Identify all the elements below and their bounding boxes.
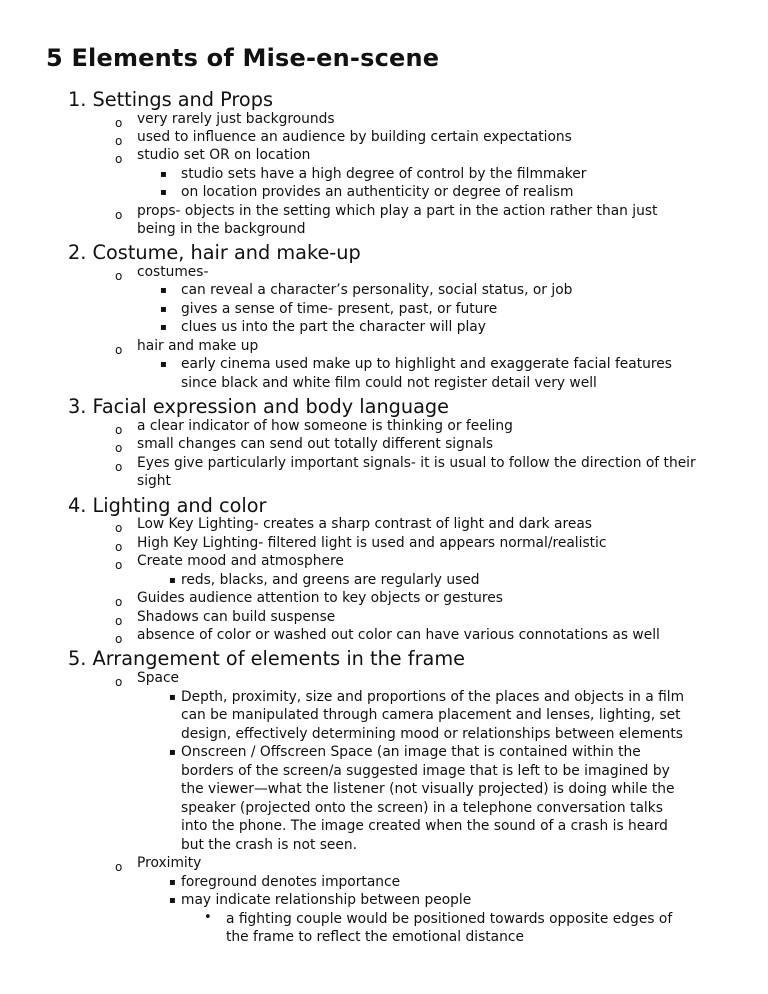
list-item-continuation: the viewer—what the listener (not visually projected) is doing while the [181, 781, 675, 797]
section-heading: 5. Arrangement of elements in the frame [68, 647, 465, 670]
circle-bullet-icon: o [115, 521, 123, 535]
list-item: early cinema used make up to highlight and exaggerate facial features [181, 356, 672, 372]
list-item-continuation: the frame to reflect the emotional distance [226, 929, 524, 945]
list-item-continuation: design, effectively determining mood or relationships between elements [181, 726, 683, 742]
circle-bullet-icon: o [115, 441, 123, 455]
square-bullet-icon: ▪ [160, 304, 167, 315]
circle-bullet-icon: o [115, 614, 123, 628]
list-item-continuation: into the phone. The image created when the sound of a crash is heard [181, 818, 668, 834]
circle-bullet-icon: o [115, 152, 123, 166]
list-item: very rarely just backgrounds [137, 111, 335, 127]
list-item-continuation: speaker (projected onto the screen) in a telephone conversation talks [181, 800, 663, 816]
circle-bullet-icon: o [115, 343, 123, 357]
list-item-continuation: can be manipulated through camera placement and lenses, lighting, set [181, 707, 681, 723]
list-item: Create mood and atmosphere [137, 553, 344, 569]
square-bullet-icon: ▪ [169, 575, 176, 586]
list-item: foreground denotes importance [181, 874, 401, 890]
circle-bullet-icon: o [115, 423, 123, 437]
list-item-continuation: sight [137, 473, 171, 489]
list-item: used to influence an audience by building certain expectations [137, 129, 572, 145]
page-title: 5 Elements of Mise-en-scene [46, 44, 440, 72]
square-bullet-icon: ▪ [169, 895, 176, 906]
circle-bullet-icon: o [115, 675, 123, 689]
list-item: may indicate relationship between people [181, 892, 472, 908]
dot-bullet-icon: • [204, 910, 212, 925]
circle-bullet-icon: o [115, 558, 123, 572]
list-item: studio set OR on location [137, 147, 311, 163]
list-item: Guides audience attention to key objects or gestures [137, 590, 503, 606]
list-item: Onscreen / Offscreen Space (an image that is contained within the [181, 744, 641, 760]
section-heading: 4. Lighting and color [68, 494, 267, 517]
section-heading: 3. Facial expression and body language [68, 395, 450, 418]
list-item: Space [137, 670, 180, 686]
list-item: gives a sense of time- present, past, or future [181, 301, 498, 317]
list-item: a fighting couple would be positioned towards opposite edges of [226, 911, 673, 927]
list-item: clues us into the part the character will play [181, 319, 486, 335]
list-item-continuation: being in the background [137, 221, 306, 237]
circle-bullet-icon: o [115, 860, 123, 874]
list-item-continuation: borders of the screen/a suggested image that is left to be imagined by [181, 763, 670, 779]
list-item: hair and make up [137, 338, 259, 354]
list-item-continuation: since black and white film could not register detail very well [181, 375, 597, 391]
list-item: High Key Lighting- filtered light is used and appears normal/realistic [137, 535, 607, 551]
square-bullet-icon: ▪ [169, 747, 176, 758]
square-bullet-icon: ▪ [169, 692, 176, 703]
square-bullet-icon: ▪ [160, 322, 167, 333]
circle-bullet-icon: o [115, 208, 123, 222]
list-item: on location provides an authenticity or degree of realism [181, 184, 574, 200]
list-item: studio sets have a high degree of control by the filmmaker [181, 166, 587, 182]
square-bullet-icon: ▪ [160, 285, 167, 296]
list-item: a clear indicator of how someone is thinking or feeling [137, 418, 513, 434]
square-bullet-icon: ▪ [160, 359, 167, 370]
list-item: Low Key Lighting- creates a sharp contrast of light and dark areas [137, 516, 592, 532]
list-item: Proximity [137, 855, 202, 871]
list-item: props- objects in the setting which play a part in the action rather than just [137, 203, 658, 219]
circle-bullet-icon: o [115, 540, 123, 554]
circle-bullet-icon: o [115, 116, 123, 130]
circle-bullet-icon: o [115, 632, 123, 646]
square-bullet-icon: ▪ [169, 877, 176, 888]
list-item: Eyes give particularly important signals- it is usual to follow the direction of their [137, 455, 696, 471]
circle-bullet-icon: o [115, 269, 123, 283]
list-item: reds, blacks, and greens are regularly used [181, 572, 480, 588]
list-item: Shadows can build suspense [137, 609, 336, 625]
circle-bullet-icon: o [115, 460, 123, 474]
square-bullet-icon: ▪ [160, 169, 167, 180]
section-heading: 2. Costume, hair and make-up [68, 241, 361, 264]
list-item-continuation: but the crash is not seen. [181, 837, 358, 853]
circle-bullet-icon: o [115, 595, 123, 609]
list-item: Depth, proximity, size and proportions of the places and objects in a film [181, 689, 685, 705]
section-heading: 1. Settings and Props [68, 88, 274, 111]
list-item: absence of color or washed out color can have various connotations as well [137, 627, 660, 643]
circle-bullet-icon: o [115, 134, 123, 148]
list-item: small changes can send out totally different signals [137, 436, 494, 452]
list-item: costumes- [137, 264, 209, 280]
square-bullet-icon: ▪ [160, 187, 167, 198]
list-item: can reveal a character’s personality, social status, or job [181, 282, 573, 298]
